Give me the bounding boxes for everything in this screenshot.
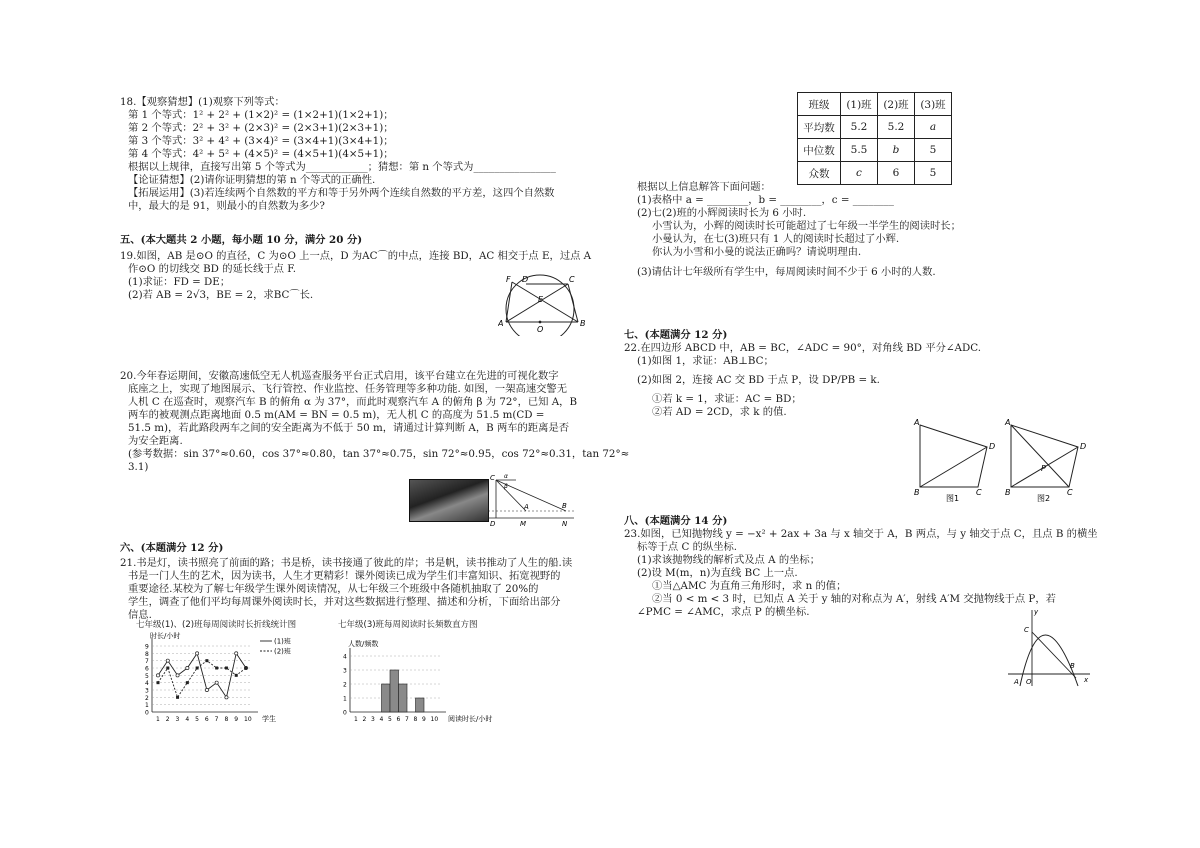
q19-line-1: 19.如图，AB 是⊙O 的直径，C 为⊙O 上一点，D 为AC⌒的中点，连接 BD，AC 相交于点 E，过点 A <box>120 250 592 262</box>
drone-highway-photo <box>409 479 489 522</box>
q18-guess: 根据以上规律，直接写出第 5 个等式为____________；猜想：第 n 个等式为________________ <box>128 161 556 173</box>
x-tick-label: 9 <box>422 716 426 723</box>
label-y: y <box>1034 608 1039 616</box>
data-point <box>166 659 169 662</box>
table-cell: b <box>878 139 915 162</box>
q19-line-4: (2)若 AB = 2√3，BE = 2，求BC⌒长. <box>128 289 314 301</box>
x-tick-label: 8 <box>224 716 229 723</box>
y-tick-label: 1 <box>145 702 149 710</box>
q21-r6: 你认为小雪和小曼的说法正确吗？请说明理由. <box>652 246 862 258</box>
q20-line-2: 底座之上，实现了地图展示、飞行管控、作业监控、任务管理等多种功能. 如图，一架高速交警无 <box>128 383 568 395</box>
data-point <box>196 652 199 655</box>
y-tick-label: 3 <box>343 667 347 675</box>
label-O: O <box>1026 678 1032 686</box>
data-point <box>166 667 169 670</box>
label-B: B <box>1070 662 1075 670</box>
chart1-title: 七年级(1)、(2)班每周阅读时长折线统计图 <box>136 620 297 630</box>
y-tick-label: 3 <box>145 687 149 695</box>
fig2-label-D: D <box>1080 442 1087 451</box>
y-axis-label: 人数/频数 <box>348 640 379 648</box>
q23-line-1: 23.如图，已知抛物线 y = −x² + 2ax + 3a 与 x 轴交于 A，B 两点，与 y 轴交于点 C，且点 B 的横坐 <box>624 528 1098 540</box>
q23-line-2: 标等于点 C 的纵坐标. <box>637 541 738 553</box>
label-C: C <box>1024 626 1029 634</box>
y-tick-label: 5 <box>145 672 149 680</box>
label-A: A <box>498 319 504 328</box>
q18-prove: 【论证猜想】(2)请你证明猜想的第 n 个等式的正确性. <box>128 174 376 186</box>
x-tick-label: 2 <box>165 716 170 723</box>
x-tick-label: 4 <box>379 716 384 723</box>
q18-equation-4: 第 4 个等式：4² + 5² + (4×5)² = (4×5+1)(4×5+1)； <box>128 148 394 160</box>
q20-line-5: 51.5 m)，若此路段两车之间的安全距离为不低于 50 m，请通过计算判断 A，B 两车的距离是否 <box>128 422 570 434</box>
q20-line-4: 两车的被观测点距离地面 0.5 m(AM = BN = 0.5 m)，无人机 C 的高度为 51.5 m(CD = <box>128 409 545 421</box>
legend-label: (1)班 <box>274 637 291 646</box>
data-point <box>205 659 208 662</box>
label-C: C <box>569 275 575 284</box>
q20-line-7: (参考数据：sin 37°≈0.60，cos 37°≈0.80，tan 37°≈0.75，sin 72°≈0.95，cos 72°≈0.31，tan 72°≈ <box>128 448 630 460</box>
fig2-caption: 图2 <box>1037 494 1051 503</box>
data-point <box>225 696 228 699</box>
y-tick-label: 9 <box>145 643 149 651</box>
drone-angle-diagram <box>486 468 576 528</box>
x-tick-label: 3 <box>175 716 180 723</box>
y-tick-label: 0 <box>145 709 149 717</box>
legend-label: (2)班 <box>274 647 291 656</box>
q18-extension-2: 中，最大的是 91，则最小的自然数为多少? <box>128 200 325 212</box>
data-point <box>245 667 248 670</box>
q22-line-1: 22.在四边形 ABCD 中，AB = BC，∠ADC = 90°，对角线 BD 平分∠ADC. <box>624 342 982 354</box>
table-cell: 6 <box>878 162 915 185</box>
fig1-label-C: C <box>976 488 982 497</box>
label-A: A <box>524 503 529 511</box>
table-cell: 中位数 <box>798 139 841 162</box>
x-tick-label: 1 <box>156 716 160 723</box>
q18-title: 18.【观察猜想】(1)观察下列等式： <box>120 96 285 108</box>
data-point <box>156 674 159 677</box>
fig2-label-C: C <box>1067 488 1073 497</box>
x-axis-label: 学生 <box>262 715 276 723</box>
q23-line-5: ①当△AMC 为直角三角形时，求 n 的值； <box>652 580 847 592</box>
line-chart-class1-class2 <box>136 630 311 725</box>
x-tick-label: 5 <box>388 716 392 723</box>
label-M: M <box>520 520 527 528</box>
x-tick-label: 10 <box>430 716 439 723</box>
label-beta: β <box>504 483 508 490</box>
fig2-label-P: P <box>1041 464 1046 473</box>
table-cell: 5 <box>915 162 952 185</box>
table-header-cell: (1)班 <box>841 93 878 116</box>
q21-r4: 小雪认为，小辉的阅读时长可能超过了七年级一半学生的阅读时长； <box>652 220 961 232</box>
table-cell: 5.5 <box>841 139 878 162</box>
q18-equation-3: 第 3 个等式：3² + 4² + (3×4)² = (3×4+1)(3×4+1)； <box>128 135 394 147</box>
q21-line-1: 21.书是灯，读书照亮了前面的路；书是桥，读书接通了彼此的岸；书是帆，读书推动了人生的船.读 <box>120 557 573 569</box>
data-point <box>215 681 218 684</box>
label-C: C <box>490 474 495 482</box>
fig1-label-D: D <box>989 442 996 451</box>
data-point <box>157 681 160 684</box>
q20-line-3: 人机 C 在巡查时，观察汽车 B 的俯角 α 为 37°，而此时观察汽车 A 的俯角 β 为 72°，已知 A，B <box>128 396 578 408</box>
q18-extension-1: 【拓展运用】(3)若连续两个自然数的平方和等于另外两个连续自然数的平方差，这四个自然数 <box>128 187 555 199</box>
fig2-label-A: A <box>1005 418 1011 427</box>
q21-r1: 根据以上信息解答下面问题： <box>637 181 771 193</box>
histogram-bar <box>399 684 408 712</box>
data-point <box>176 696 179 699</box>
label-N: N <box>562 520 568 528</box>
figure-1-quadrilateral <box>912 415 1002 503</box>
table-cell: 5.2 <box>878 116 915 139</box>
q21-line-5: 信息. <box>128 609 152 621</box>
y-tick-label: 4 <box>145 680 149 688</box>
x-tick-label: 10 <box>244 716 252 723</box>
x-tick-label: 6 <box>396 716 401 723</box>
x-tick-label: 2 <box>362 716 367 723</box>
x-tick-label: 9 <box>234 716 239 723</box>
x-tick-label: 8 <box>413 716 418 723</box>
table-row <box>798 162 952 185</box>
q23-line-3: (1)求该抛物线的解析式及点 A 的坐标； <box>637 554 821 566</box>
x-tick-label: 7 <box>214 716 219 723</box>
table-row <box>798 116 952 139</box>
histogram-bar <box>382 684 391 712</box>
q21-r7: (3)请估计七年级所有学生中，每周阅读时间不少于 6 小时的人数. <box>637 266 936 278</box>
table-cell: 平均数 <box>798 116 841 139</box>
x-tick-label: 3 <box>371 716 375 723</box>
section-6-heading: 六、(本题满分 12 分) <box>120 542 224 554</box>
y-tick-label: 0 <box>343 709 347 717</box>
table-header-cell: (2)班 <box>878 93 915 116</box>
q18-equation-1: 第 1 个等式：1² + 2² + (1×2)² = (1×2+1)(1×2+1)； <box>128 109 394 121</box>
label-F: F <box>506 275 511 284</box>
fig2-label-B: B <box>1005 488 1011 497</box>
data-point <box>186 666 189 669</box>
fig1-caption: 图1 <box>946 494 960 503</box>
data-point <box>235 652 238 655</box>
q22-line-5: ②若 AD = 2CD，求 k 的值. <box>652 406 787 418</box>
fig1-label-B: B <box>914 488 920 497</box>
table-cell: 5.2 <box>841 116 878 139</box>
q21-r3: (2)七(2)班的小辉阅读时长为 6 小时. <box>637 207 807 219</box>
q22-line-4: ①若 k = 1，求证：AC = BD； <box>652 393 802 405</box>
circle-diagram <box>498 272 588 336</box>
x-tick-label: 5 <box>195 716 199 723</box>
histogram-bar <box>390 670 399 712</box>
q21-r2: (1)表格中 a = ________，b = ________，c = ________ <box>637 194 894 206</box>
data-point <box>186 681 189 684</box>
table-cell: 5 <box>915 139 952 162</box>
label-O: O <box>537 325 544 334</box>
histogram-class3 <box>338 640 518 725</box>
q21-line-3: 重要途径.某校为了解七年级学生课外阅读情况，从七年级三个班级中各随机抽取了 20%的 <box>128 583 539 595</box>
y-tick-label: 8 <box>145 650 149 658</box>
y-tick-label: 2 <box>343 681 347 689</box>
x-tick-label: 1 <box>354 716 358 723</box>
q21-line-2: 书是一门人生的艺术，因为读书，人生才更精彩！课外阅读已成为学生们丰富知识、拓宽视野的 <box>128 570 561 582</box>
parabola-diagram <box>1006 606 1092 688</box>
q23-line-7: ∠PMC = ∠AMC，求点 P 的横坐标. <box>637 606 810 618</box>
q21-line-4: 学生，调查了他们平均每周课外阅读时长，并对这些数据进行整理、描述和分析，下面给出部分 <box>128 596 561 608</box>
statistics-table <box>797 92 952 185</box>
table-cell: a <box>915 116 952 139</box>
section-5-heading: 五、(本大题共 2 小题，每小题 10 分，满分 20 分) <box>120 234 363 246</box>
data-point <box>235 674 238 677</box>
label-B: B <box>580 319 586 328</box>
q20-line-1: 20.今年春运期间，安徽高速低空无人机巡查服务平台正式启用，该平台建立在先进的可视化数字 <box>120 370 559 382</box>
chart2-title: 七年级(3)班每周阅读时长频数直方图 <box>338 620 478 630</box>
label-A: A <box>1014 678 1019 686</box>
x-tick-label: 4 <box>185 716 190 723</box>
histogram-bar <box>416 698 425 712</box>
table-header-cell: (3)班 <box>915 93 952 116</box>
data-point <box>196 667 199 670</box>
y-tick-label: 2 <box>145 694 149 702</box>
q19-line-2: 作⊙O 的切线交 BD 的延长线于点 F. <box>128 263 297 275</box>
y-axis-label: 时长/小时 <box>150 632 181 640</box>
table-cell: 众数 <box>798 162 841 185</box>
label-B: B <box>562 502 567 510</box>
label-D: D <box>490 520 496 528</box>
table-row <box>798 139 952 162</box>
table-header-cell: 班级 <box>798 93 841 116</box>
label-x: x <box>1084 676 1089 684</box>
table-cell: c <box>841 162 878 185</box>
q20-line-8: 3.1) <box>128 461 149 473</box>
x-tick-label: 6 <box>204 716 209 723</box>
data-point <box>215 667 218 670</box>
q20-line-6: 为安全距离. <box>128 435 183 447</box>
q22-line-3: (2)如图 2，连接 AC 交 BD 于点 P，设 DP/PB = k. <box>637 374 880 386</box>
x-axis-label: 阅读时长/小时 <box>448 715 493 723</box>
label-D: D <box>522 275 529 284</box>
x-tick-label: 7 <box>405 716 409 723</box>
q19-line-3: (1)求证：FD = DE； <box>128 276 231 288</box>
q22-line-2: (1)如图 1，求证：AB⊥BC； <box>637 355 774 367</box>
fig1-label-A: A <box>914 418 920 427</box>
section-7-heading: 七、(本题满分 12 分) <box>624 329 728 341</box>
q23-line-4: (2)设 M(m，n)为直线 BC 上一点. <box>637 567 798 579</box>
y-tick-label: 6 <box>145 665 149 673</box>
y-tick-label: 4 <box>343 653 347 661</box>
table-header-row <box>798 93 952 116</box>
q23-line-6: ②当 0 < m < 3 时，已知点 A 关于 y 轴的对称点为 A′，射线 A′M 交抛物线于点 P，若 <box>652 593 1056 605</box>
figure-2-quadrilateral <box>1003 415 1093 503</box>
label-E: E <box>538 295 544 304</box>
y-tick-label: 7 <box>145 658 149 666</box>
data-point <box>176 674 179 677</box>
data-point <box>225 667 228 670</box>
y-tick-label: 1 <box>343 695 347 703</box>
data-point <box>205 688 208 691</box>
q18-equation-2: 第 2 个等式：2² + 3² + (2×3)² = (2×3+1)(2×3+1)； <box>128 122 394 134</box>
q21-r5: 小曼认为，在七(3)班只有 1 人的阅读时长超过了小辉. <box>652 233 900 245</box>
label-alpha: α <box>504 473 508 480</box>
section-8-heading: 八、(本题满分 14 分) <box>624 515 728 527</box>
